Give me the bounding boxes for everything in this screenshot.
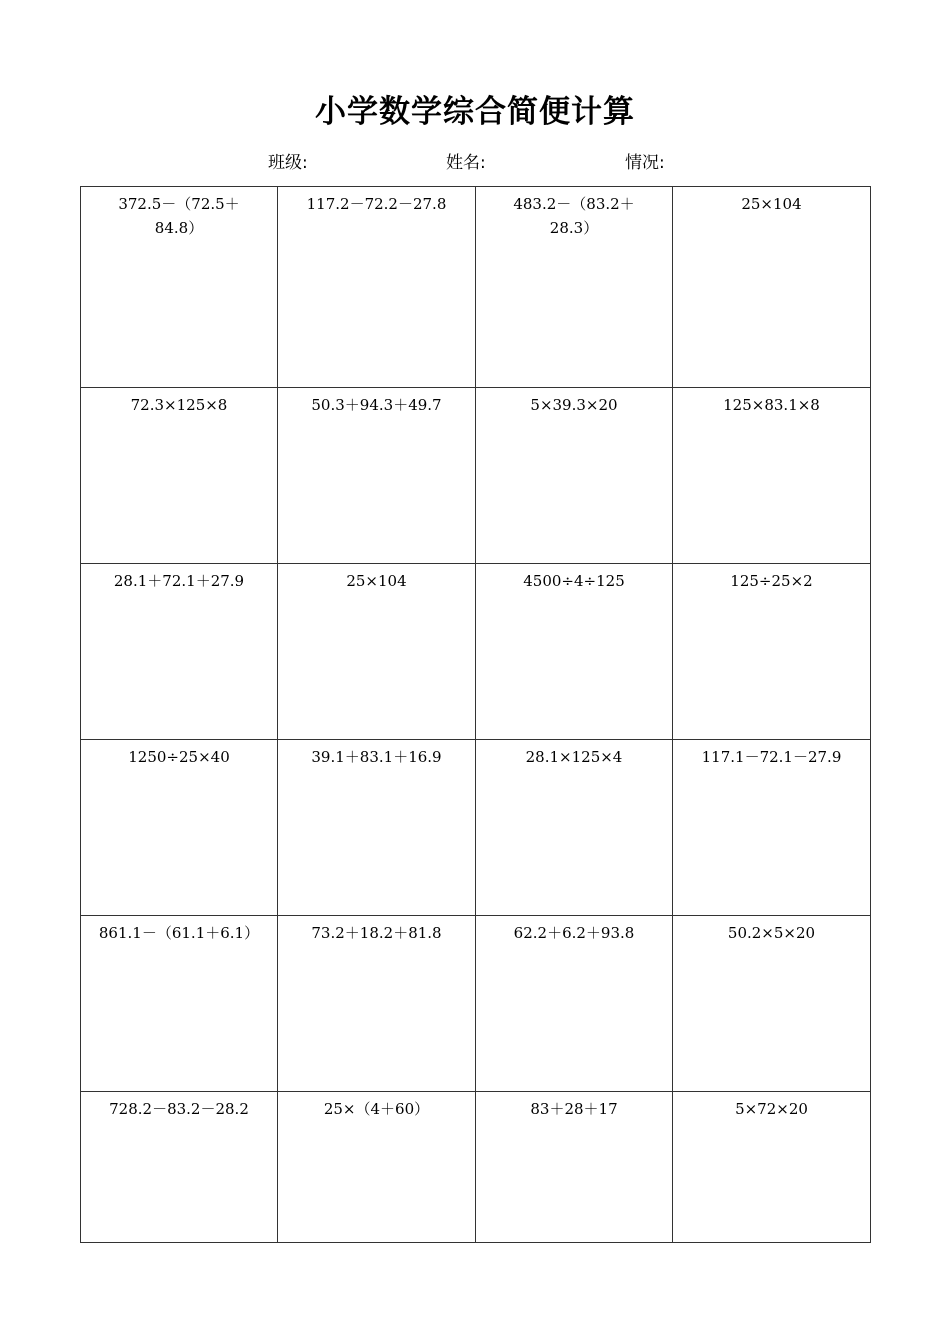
- problem-cell[interactable]: [278, 740, 476, 916]
- problem-text: 25×（4＋60）: [323, 1100, 430, 1118]
- problem-cell[interactable]: [673, 187, 871, 388]
- problem-text: 73.2＋18.2＋81.8: [311, 924, 442, 942]
- problem-cell[interactable]: [81, 388, 278, 564]
- problem-text: 39.1＋83.1＋16.9: [311, 748, 442, 766]
- problem-text: 4500÷4÷125: [523, 572, 625, 590]
- problem-text: 28.1×125×4: [525, 748, 623, 766]
- problem-cell[interactable]: [278, 916, 476, 1092]
- problem-cell[interactable]: [81, 564, 278, 740]
- class-label: 班级:: [268, 153, 308, 173]
- name-label: 姓名:: [446, 153, 486, 173]
- problem-text: 117.1－72.1－27.9: [701, 748, 842, 766]
- problem-cell[interactable]: [476, 388, 673, 564]
- problem-cell[interactable]: [278, 564, 476, 740]
- problem-text: 50.2×5×20: [727, 924, 816, 942]
- problem-row: [81, 187, 871, 388]
- problem-cell[interactable]: [81, 916, 278, 1092]
- problem-text: 125×83.1×8: [723, 396, 820, 414]
- problem-row: [81, 564, 871, 740]
- problem-text: 83＋28＋17: [530, 1100, 618, 1118]
- problem-cell[interactable]: [476, 564, 673, 740]
- problem-row: [81, 916, 871, 1092]
- problem-cell[interactable]: [278, 187, 476, 388]
- problem-cell[interactable]: [476, 740, 673, 916]
- problem-row: [81, 740, 871, 916]
- problem-text: 125÷25×2: [730, 572, 813, 590]
- problem-text: 5×72×20: [735, 1100, 808, 1118]
- problem-text: 50.3＋94.3＋49.7: [311, 396, 442, 414]
- problem-cell[interactable]: [81, 187, 278, 388]
- problem-text: 483.2－（83.2＋28.3）: [513, 195, 635, 237]
- problem-grid: [80, 186, 871, 1243]
- student-info-row: [0, 150, 950, 176]
- status-label: 情况:: [625, 153, 665, 173]
- problem-text: 62.2＋6.2＋93.8: [513, 924, 635, 942]
- problem-cell[interactable]: [278, 1092, 476, 1243]
- problem-cell[interactable]: [81, 740, 278, 916]
- problem-cell[interactable]: [673, 916, 871, 1092]
- problem-text: 117.2－72.2－27.8: [306, 195, 447, 213]
- problem-cell[interactable]: [476, 916, 673, 1092]
- problem-cell[interactable]: [278, 388, 476, 564]
- problem-text: 1250÷25×40: [128, 748, 230, 766]
- problem-cell[interactable]: [673, 740, 871, 916]
- problem-text: 372.5－（72.5＋84.8）: [118, 195, 240, 237]
- problem-text: 25×104: [346, 572, 407, 590]
- page-title: 小学数学综合简便计算: [315, 94, 635, 130]
- problem-row: [81, 388, 871, 564]
- problem-cell[interactable]: [673, 388, 871, 564]
- problem-cell[interactable]: [81, 1092, 278, 1243]
- problem-text: 861.1－（61.1＋6.1）: [98, 924, 260, 942]
- problem-cell[interactable]: [476, 1092, 673, 1243]
- problem-text: 28.1＋72.1＋27.9: [113, 572, 245, 590]
- problem-text: 72.3×125×8: [130, 396, 228, 414]
- problem-text: 5×39.3×20: [530, 396, 618, 414]
- problem-cell[interactable]: [673, 564, 871, 740]
- problem-text: 728.2－83.2－28.2: [109, 1100, 249, 1118]
- problem-text: 25×104: [741, 195, 802, 213]
- problem-cell[interactable]: [673, 1092, 871, 1243]
- problem-row: [81, 1092, 871, 1243]
- problem-cell[interactable]: [476, 187, 673, 388]
